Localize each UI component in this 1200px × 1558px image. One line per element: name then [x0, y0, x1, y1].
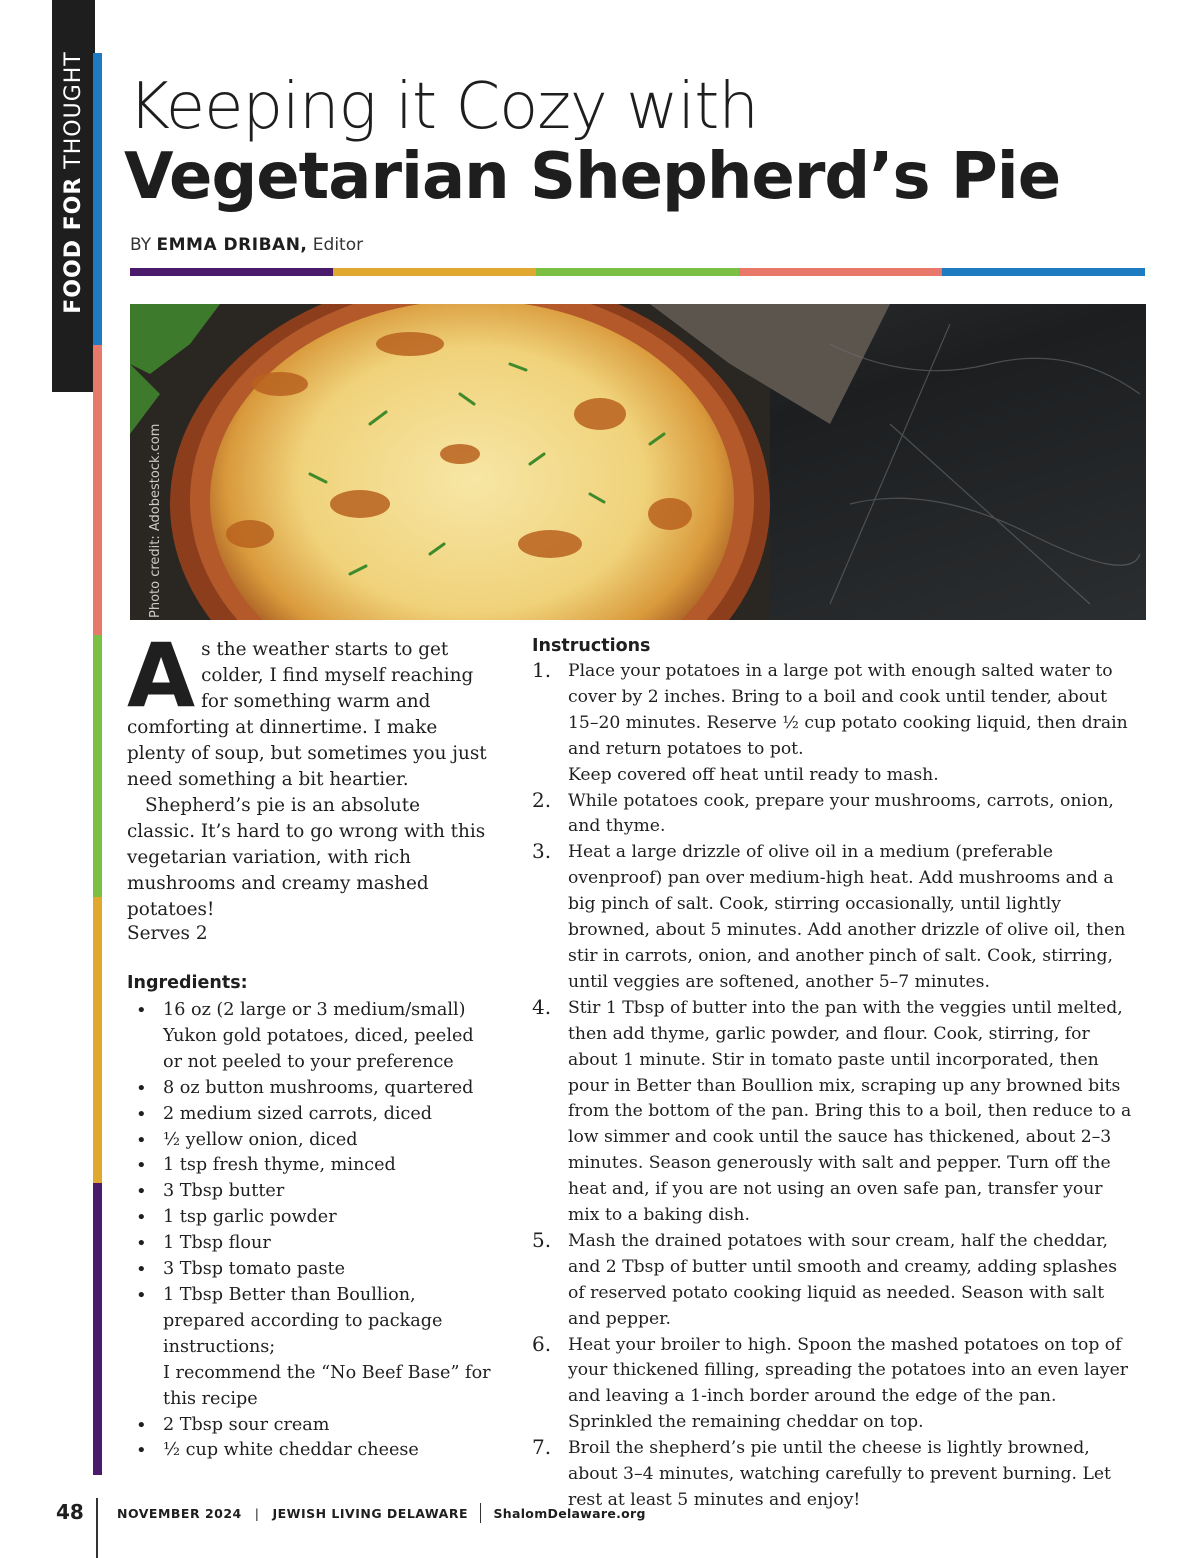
- footer-separator: |: [254, 1505, 260, 1521]
- footer-rule: [96, 1498, 98, 1558]
- ingredient-item: [127, 1283, 497, 1413]
- page-number: 48: [56, 1500, 84, 1524]
- step-number: 7.: [532, 1435, 552, 1460]
- footer-date: NOVEMBER 2024: [117, 1505, 242, 1521]
- divider-purple: [130, 268, 333, 276]
- ingredient-item: • ½ yellow onion, diced: [127, 1128, 497, 1154]
- ingredient-item: • 16 oz (2 large or 3 medium/small) Yukon gold potatoes, diced, peeled or not peeled to your preference: [127, 998, 497, 1076]
- ingredient-text: 1 Tbsp Better than Boullion, prepared according to package instructions;: [163, 1284, 443, 1357]
- stripe-green: [93, 635, 102, 897]
- instruction-step: [532, 1229, 1132, 1333]
- instruction-step: [532, 840, 1132, 995]
- section-tab-light: THOUGHT: [61, 51, 86, 169]
- divider-gold: [333, 268, 536, 276]
- ingredient-item: • 3 Tbsp butter: [127, 1179, 497, 1205]
- step-text: Heat a large drizzle of olive oil in a medium (preferable ovenproof) pan over medium-high heat. Add mushrooms and a big pinch of salt. Cook, stirring occasionally, until lightly browned, about 5 minutes. Add another drizzle of olive oil, then stir in carrots, onion, and another pinch of salt. Cook, stirring, until veggies are softened, another 5–7 minutes.: [568, 842, 1126, 992]
- instruction-step: [532, 659, 1132, 789]
- stripe-purple: [93, 1183, 102, 1475]
- stripe-blue: [93, 53, 102, 345]
- divider-color-bar: [130, 268, 1145, 276]
- intro-text: [127, 624, 492, 923]
- footer: [117, 1503, 646, 1523]
- ingredient-item: • ½ cup white cheddar cheese: [127, 1438, 497, 1464]
- step-number: 5.: [532, 1227, 552, 1252]
- photo-credit: Photo credit: Adobestock.com: [148, 423, 163, 618]
- ingredient-note: I recommend the “No Beef Base” for this recipe: [163, 1362, 491, 1409]
- instructions-list: [532, 659, 1132, 1514]
- ingredients-heading: Ingredients:: [127, 973, 248, 993]
- headline-line2: Vegetarian Shepherd’s Pie: [124, 140, 1061, 214]
- step-text: Stir 1 Tbsp of butter into the pan with the veggies until melted, then add thyme, garlic powder, and flour. Cook, stirring, for about 1 minute. Stir in tomato paste until incorporated, then pour in Better than Boullion mix, scraping up any browned bits from the bottom of the pan. Bring this to a boil, then reduce to a low simmer and cook until the sauce has thickened, about 2–3 minutes. Season generously with salt and pepper. Turn off the heat and, if you are not using an oven safe pan, transfer your mix to a baking dish.: [568, 997, 1132, 1226]
- instruction-step: [532, 996, 1132, 1229]
- section-tab-bold: FOOD FOR: [61, 176, 86, 314]
- ingredients-list: [127, 998, 497, 1464]
- ingredient-item: • 1 tsp fresh thyme, minced: [127, 1153, 497, 1179]
- ingredient-item: • 2 medium sized carrots, diced: [127, 1102, 497, 1128]
- byline-prefix: BY: [130, 235, 152, 255]
- serves: Serves 2: [127, 923, 208, 944]
- step-number: 4.: [532, 994, 552, 1019]
- intro-paragraph-2: Shepherd’s pie is an absolute classic. It’s hard to go wrong with this vegetarian variation, with rich mushrooms and creamy mashed potatoes!: [127, 795, 486, 920]
- step-text: Heat your broiler to high. Spoon the mashed potatoes on top of your thickened filling, spreading the potatoes into an even layer and leaving a 1-inch border around the edge of the pan. Sprinkled the remaining cheddar on top.: [568, 1334, 1128, 1433]
- stripe-gold: [93, 897, 102, 1183]
- ingredient-item: • 1 tsp garlic powder: [127, 1205, 497, 1231]
- step-extra: Keep covered off heat until ready to mash.: [568, 764, 939, 785]
- step-text: While potatoes cook, prepare your mushrooms, carrots, onion, and thyme.: [568, 790, 1114, 837]
- step-number: 1.: [532, 658, 552, 682]
- ingredient-item: • 8 oz button mushrooms, quartered: [127, 1076, 497, 1102]
- footer-publication: JEWISH LIVING DELAWARE: [272, 1505, 468, 1521]
- divider-green: [536, 268, 739, 276]
- instructions-heading: Instructions: [532, 636, 651, 656]
- instruction-step: [532, 1333, 1132, 1437]
- step-number: 6.: [532, 1331, 552, 1356]
- ingredient-item: • 1 Tbsp flour: [127, 1231, 497, 1257]
- stripe-coral: [93, 345, 102, 635]
- divider-coral: [739, 268, 942, 276]
- section-tab-label: [52, 0, 95, 365]
- divider-blue: [942, 268, 1145, 276]
- drop-cap: A: [127, 624, 196, 727]
- byline: [130, 235, 363, 255]
- intro-paragraph-1: s the weather starts to get colder, I find myself reaching for something warm and comforting at dinnertime. I make plenty of soup, but sometimes you just need something a bit heartier.: [127, 639, 487, 790]
- ingredient-item: • 3 Tbsp tomato paste: [127, 1257, 497, 1283]
- footer-website-link[interactable]: ShalomDelaware.org: [493, 1505, 646, 1521]
- headline-line1: Keeping it Cozy with: [128, 70, 758, 144]
- step-number: 2.: [532, 787, 552, 812]
- instruction-step: [532, 789, 1132, 841]
- byline-author: EMMA DRIBAN,: [156, 235, 308, 255]
- step-text: Mash the drained potatoes with sour cream, half the cheddar, and 2 Tbsp of butter until smooth and creamy, adding splashes of reserved potato cooking liquid as needed. Season with salt and pepper.: [568, 1230, 1118, 1329]
- shepherd-pie-photo: [130, 304, 1146, 620]
- ingredient-item: • 2 Tbsp sour cream: [127, 1413, 497, 1439]
- footer-divider: [480, 1503, 482, 1523]
- byline-role: Editor: [312, 235, 364, 255]
- step-text: Broil the shepherd’s pie until the cheese is lightly browned, about 3–4 minutes, watching carefully to prevent burning. Let rest at least 5 minutes and enjoy!: [568, 1438, 1111, 1510]
- step-text: Place your potatoes in a large pot with enough salted water to cover by 2 inches. Bring to a boil and cook until tender, about 15–20 minutes. Reserve ½ cup potato cooking liquid, then drain and return potatoes to pot.: [568, 661, 1128, 759]
- step-number: 3.: [532, 839, 552, 864]
